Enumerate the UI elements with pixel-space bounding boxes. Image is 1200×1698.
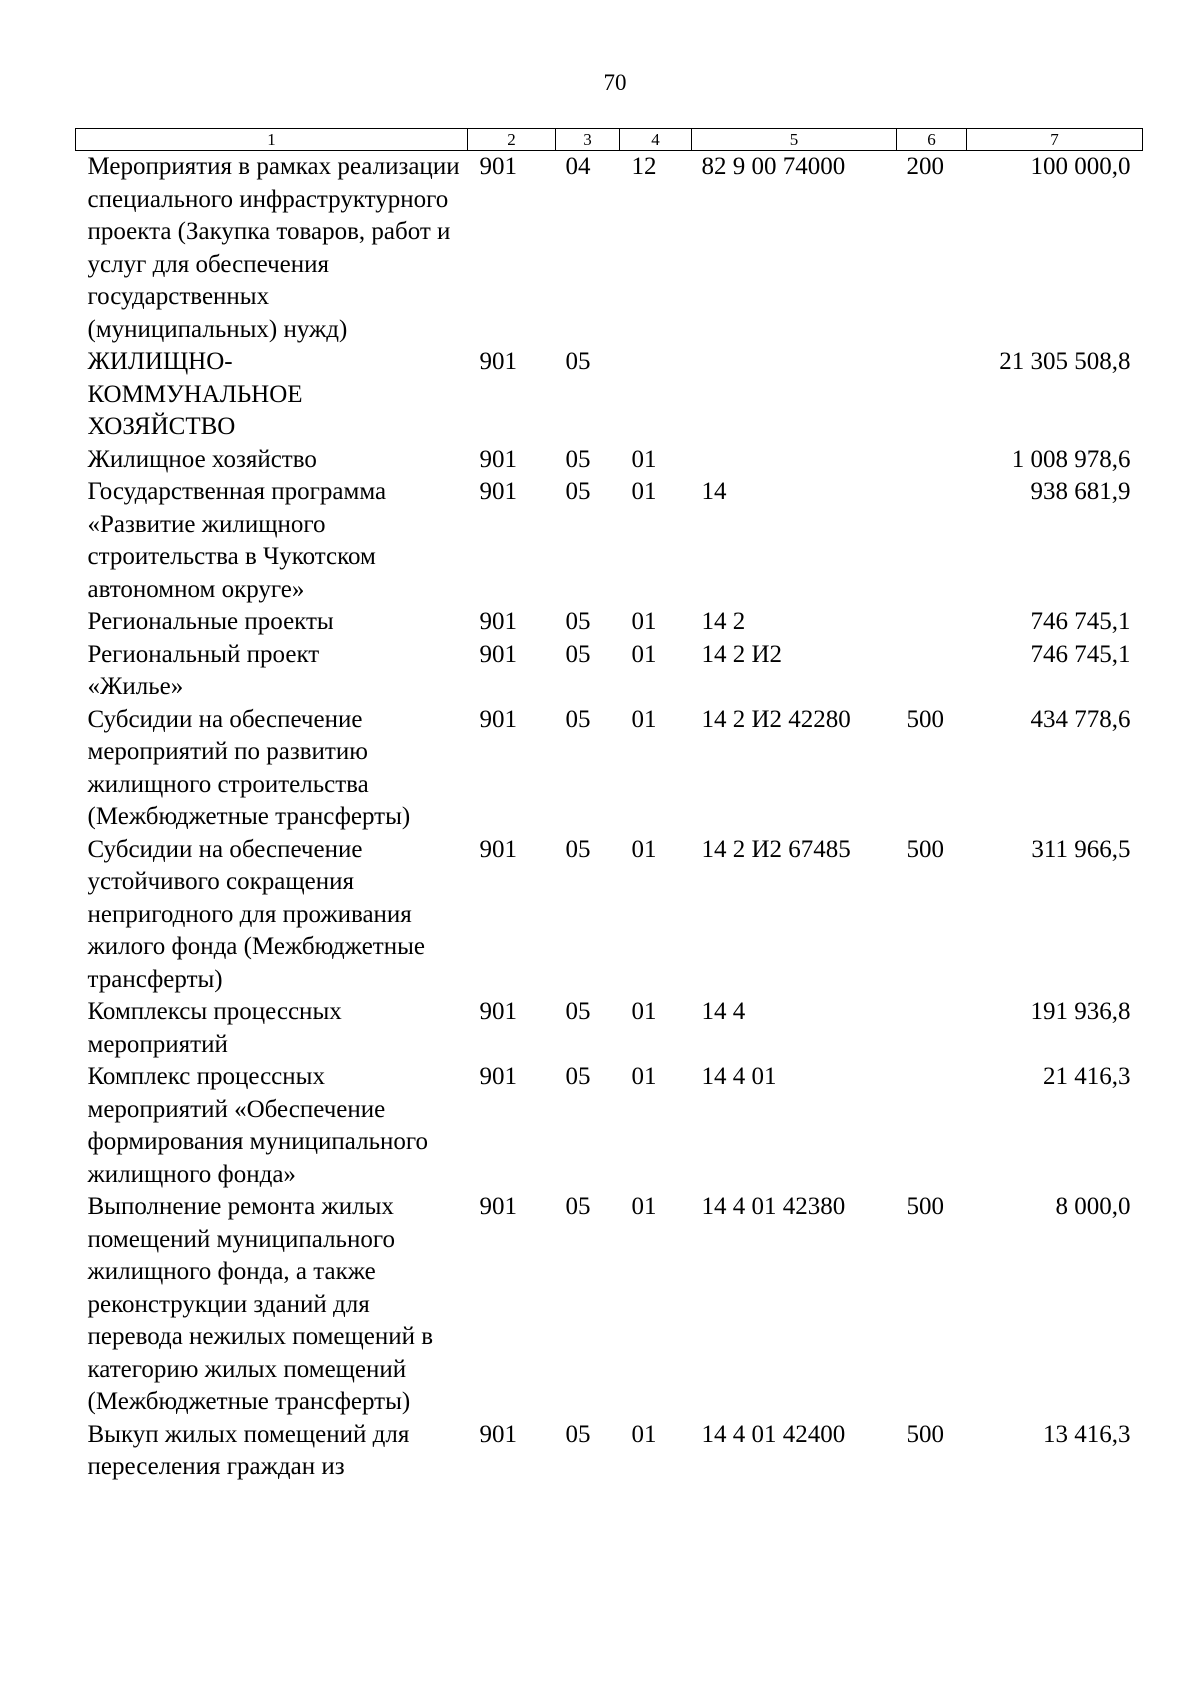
row-expense-type: 500: [906, 705, 944, 733]
row-name: Жилищное хозяйство: [87, 445, 317, 473]
row-section: 05: [565, 640, 591, 668]
row-expense-type: 500: [906, 1193, 944, 1220]
table-row: [76, 151, 1143, 347]
row-target-article: 14 4: [701, 998, 746, 1025]
row-section: 05: [565, 348, 591, 375]
row-name: Государственная программа «Развитие жилищного строительства в Чукотском автономном округе»: [87, 478, 387, 603]
row-section: 05: [565, 705, 591, 733]
row-subsection: 01: [631, 478, 657, 505]
row-sum: 8 000,0: [1055, 1193, 1131, 1220]
row-section: 04: [565, 153, 591, 180]
budget-table: [75, 128, 1143, 1484]
row-sum: 1 008 978,6: [1011, 445, 1131, 473]
row-subsection: 01: [631, 705, 657, 733]
table-row: [76, 476, 1143, 606]
row-expense-type: [897, 476, 967, 606]
table-row: [76, 606, 1143, 639]
table-row: [76, 834, 1143, 997]
row-expense-type: [897, 1061, 967, 1191]
table-row: [76, 444, 1143, 477]
row-name: Выкуп жилых помещений для переселения граждан из: [87, 1420, 410, 1480]
row-subsection: 01: [631, 608, 657, 635]
row-subsection: 01: [631, 1063, 657, 1090]
row-expense-type: 500: [906, 1420, 944, 1448]
column-header-4: 4: [620, 129, 692, 151]
row-expense-type: 200: [906, 153, 944, 180]
row-target-article: 82 9 00 74000: [701, 153, 846, 180]
row-name: Комплексы процессных мероприятий: [87, 998, 342, 1058]
row-admin-code: 901: [479, 445, 517, 473]
row-admin-code: 901: [479, 1420, 517, 1448]
row-subsection: [620, 346, 692, 444]
row-name: Субсидии на обеспечение мероприятий по развитию жилищного строительства (Межбюджетные трансферты): [87, 705, 411, 830]
row-section: 05: [565, 1193, 591, 1220]
column-header-6: 6: [897, 129, 967, 151]
row-target-article: 14 2 И2 67485: [701, 835, 851, 863]
row-sum: 311 966,5: [1031, 835, 1131, 863]
row-sum: 746 745,1: [1030, 608, 1131, 635]
row-admin-code: 901: [479, 608, 517, 635]
row-admin-code: 901: [479, 705, 517, 733]
row-name: Выполнение ремонта жилых помещений муниципального жилищного фонда, а также реконструкции зданий для перевода нежилых помещений в категорию жилых помещений (Межбюджетные трансферты): [87, 1193, 434, 1415]
column-header-5: 5: [692, 129, 897, 151]
column-header-7: 7: [967, 129, 1143, 151]
row-section: 05: [565, 998, 591, 1025]
row-name: Мероприятия в рамках реализации специального инфраструктурного проекта (Закупка товаров, работ и услуг для обеспечения государственных (муниципальных) нужд): [87, 153, 460, 343]
row-sum: 746 745,1: [1030, 640, 1131, 668]
column-header-2: 2: [468, 129, 556, 151]
row-admin-code: 901: [479, 1063, 517, 1090]
row-target-article: 14 4 01 42400: [701, 1420, 846, 1448]
table-row: [76, 1419, 1143, 1484]
column-header-3: 3: [556, 129, 620, 151]
row-name: Комплекс процессных мероприятий «Обеспечение формирования муниципального жилищного фонда»: [87, 1063, 429, 1188]
row-admin-code: 901: [479, 998, 517, 1025]
row-admin-code: 901: [479, 478, 517, 505]
table-row: [76, 1191, 1143, 1419]
row-target-article: 14 2: [701, 608, 746, 635]
row-sum: 434 778,6: [1030, 705, 1131, 733]
table-row: [76, 1061, 1143, 1191]
row-sum: 13 416,3: [1043, 1420, 1131, 1448]
row-sum: 21 305 508,8: [999, 348, 1131, 375]
row-sum: 938 681,9: [1030, 478, 1131, 505]
row-subsection: 12: [631, 153, 657, 180]
row-expense-type: [897, 606, 967, 639]
row-expense-type: [897, 639, 967, 704]
table-row: [76, 346, 1143, 444]
column-header-1: 1: [76, 129, 468, 151]
row-admin-code: 901: [479, 348, 517, 375]
row-sum: 21 416,3: [1043, 1063, 1131, 1090]
column-number-header-row: [76, 129, 1143, 151]
row-target-article: [692, 444, 897, 477]
row-sum: 191 936,8: [1030, 998, 1131, 1025]
row-admin-code: 901: [479, 640, 517, 668]
row-subsection: 01: [631, 1420, 657, 1448]
row-target-article: 14 2 И2: [701, 640, 783, 668]
page-number: 70: [603, 70, 627, 95]
row-section: 05: [565, 445, 591, 473]
row-subsection: 01: [631, 998, 657, 1025]
row-subsection: 01: [631, 1193, 657, 1220]
table-row: [76, 639, 1143, 704]
row-admin-code: 901: [479, 1193, 517, 1220]
row-sum: 100 000,0: [1030, 153, 1131, 180]
row-target-article: 14 4 01: [701, 1063, 777, 1090]
row-expense-type: [897, 346, 967, 444]
row-subsection: 01: [631, 640, 657, 668]
row-target-article: [692, 346, 897, 444]
row-section: 05: [565, 478, 591, 505]
row-name: Региональный проект «Жилье»: [87, 640, 320, 700]
row-name: ЖИЛИЩНО-КОММУНАЛЬНОЕ ХОЗЯЙСТВО: [87, 348, 303, 440]
row-admin-code: 901: [479, 835, 517, 863]
row-section: 05: [565, 835, 591, 863]
row-target-article: 14 2 И2 42280: [701, 705, 851, 733]
row-subsection: 01: [631, 445, 657, 473]
row-expense-type: 500: [906, 835, 944, 863]
row-expense-type: [897, 996, 967, 1061]
row-target-article: 14 4 01 42380: [701, 1193, 846, 1220]
table-row: [76, 704, 1143, 834]
table-row: [76, 996, 1143, 1061]
row-name: Субсидии на обеспечение устойчивого сокращения непригодного для проживания жилого фонда (Межбюджетные трансферты): [87, 835, 425, 993]
row-admin-code: 901: [479, 153, 517, 180]
row-section: 05: [565, 1063, 591, 1090]
row-name: Региональные проекты: [87, 608, 334, 635]
row-subsection: 01: [631, 835, 657, 863]
row-section: 05: [565, 608, 591, 635]
row-section: 05: [565, 1420, 591, 1448]
row-expense-type: [897, 444, 967, 477]
row-target-article: 14: [701, 478, 727, 505]
